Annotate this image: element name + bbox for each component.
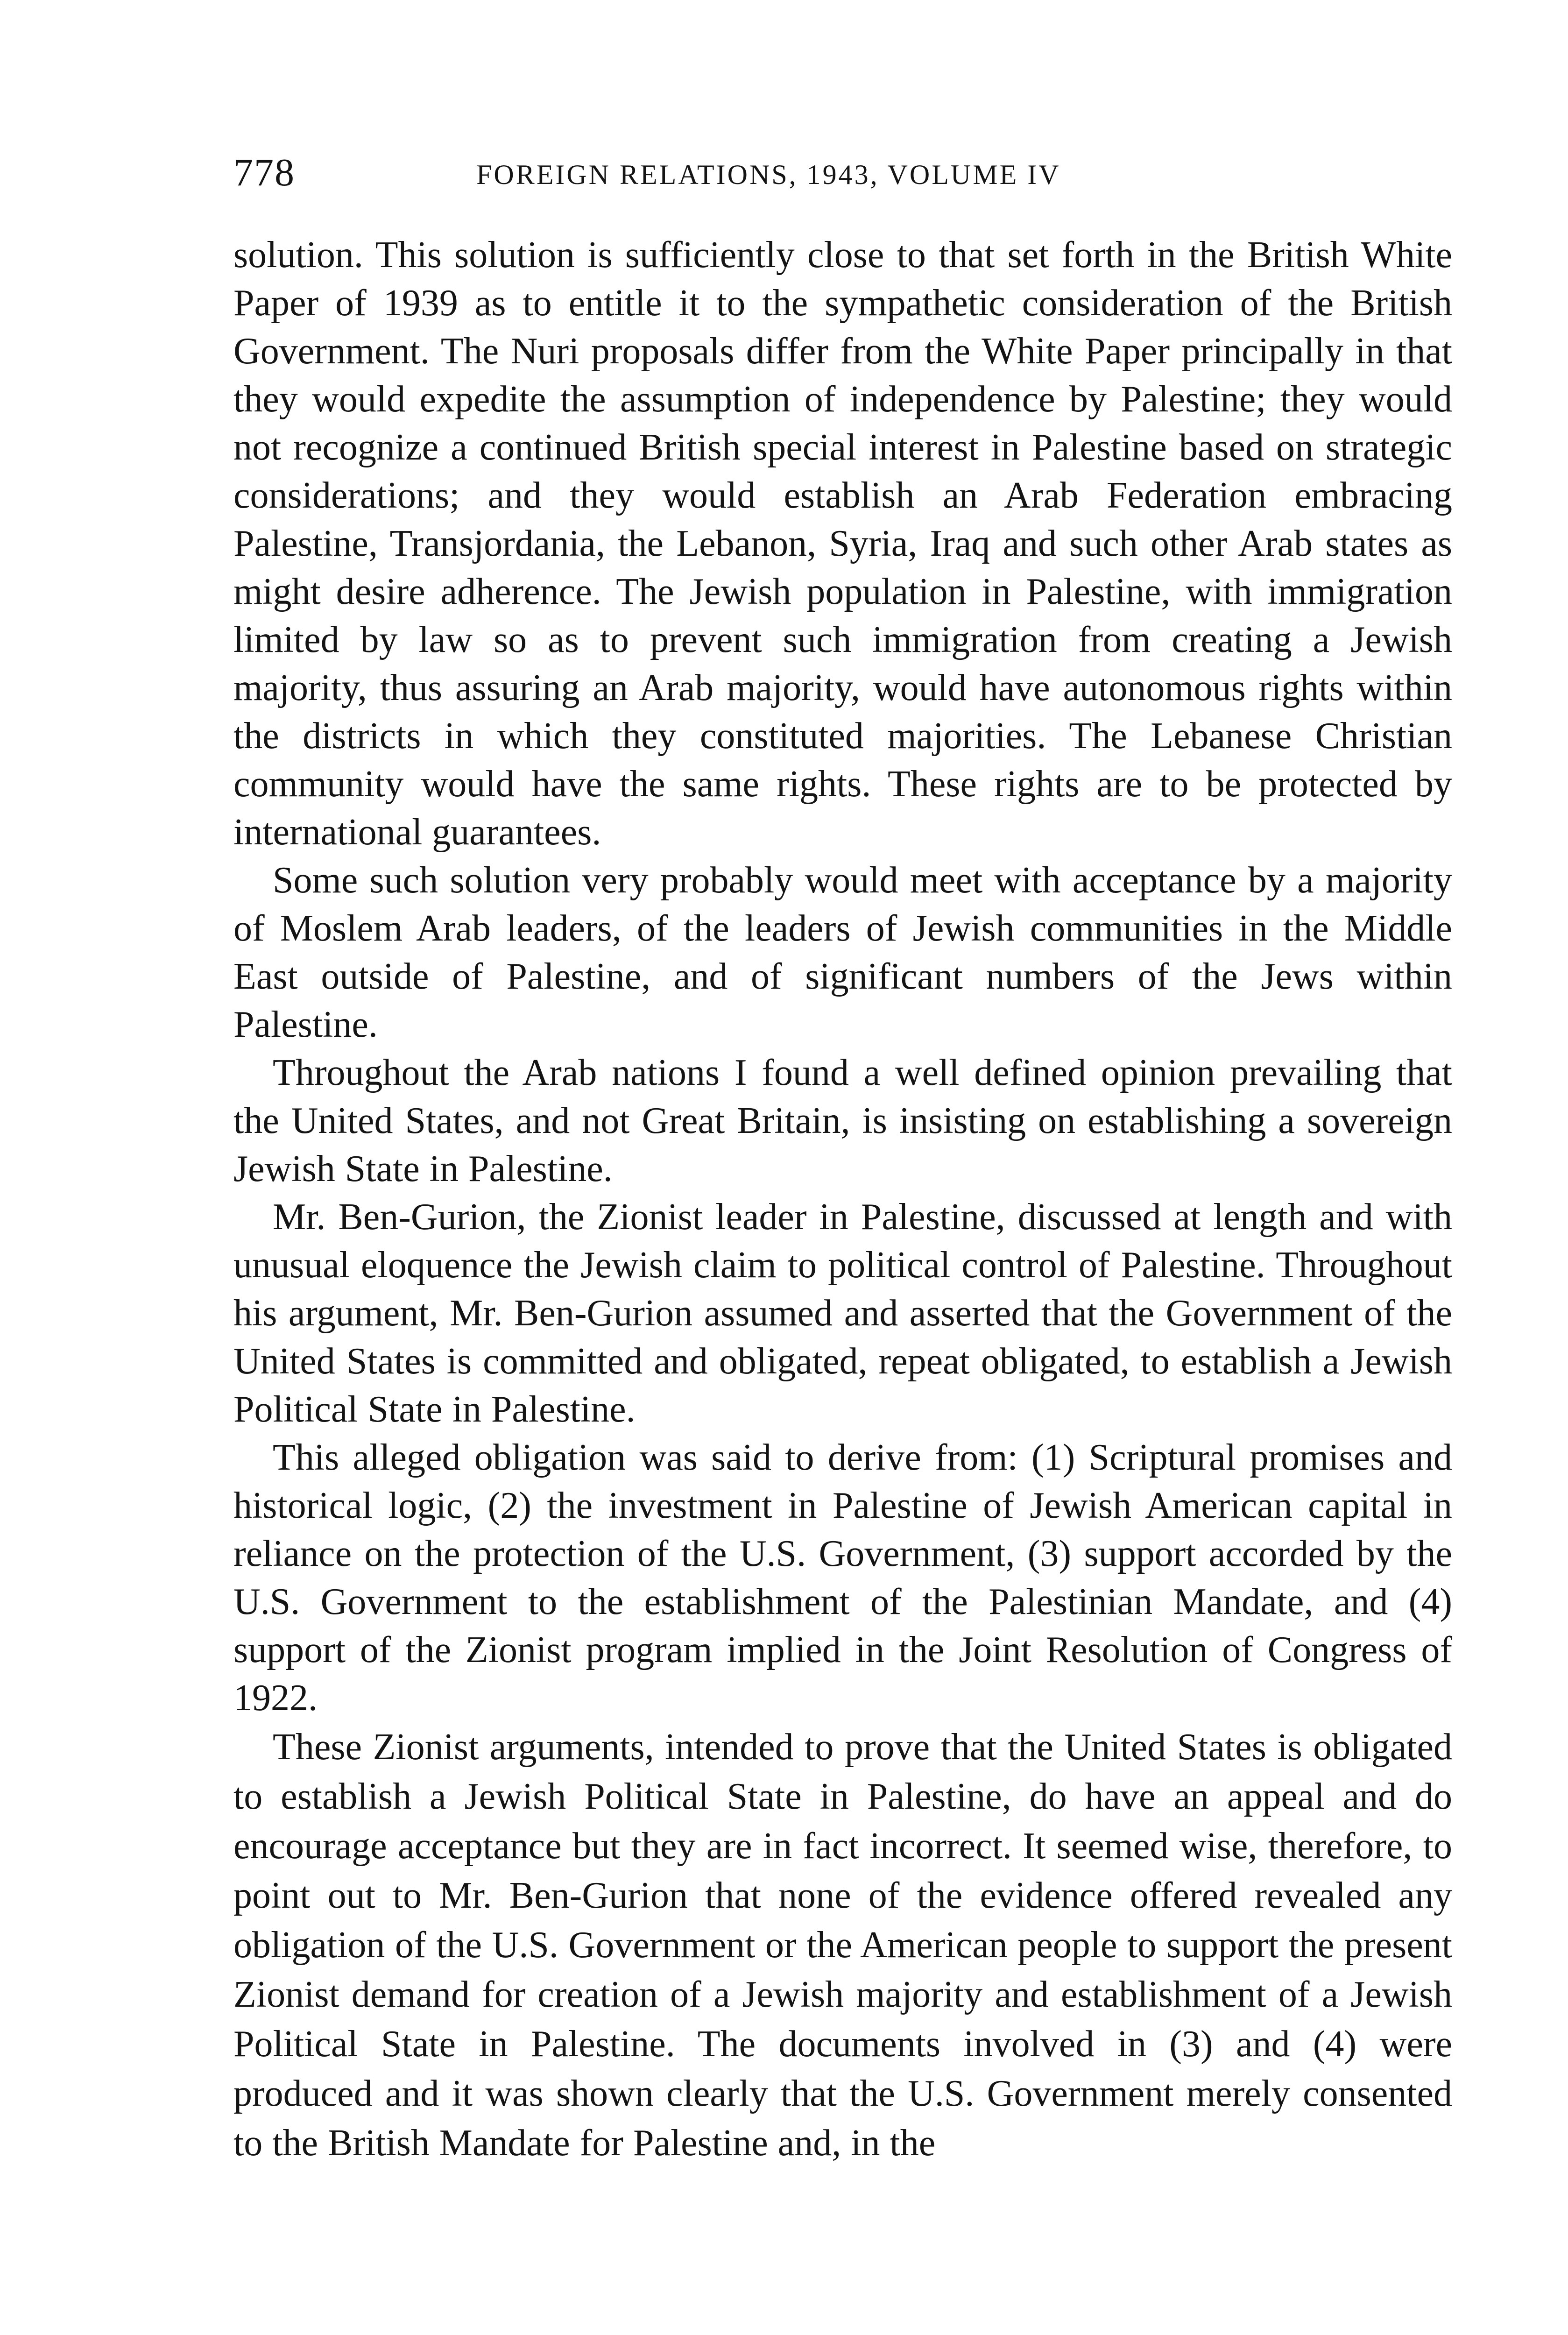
running-head bbox=[233, 140, 1452, 196]
page-number: 778 bbox=[233, 151, 295, 194]
paragraph-5: This alleged obligation was said to derive from: (1) Scriptural promises and historical logic, (2) the investment in Palestine of Jewish American capital in reliance on the protection of the U.S. Government, (3) support accorded by the U.S. Government to the establishment of the Palestinian Mandate, and (4) support of the Zionist program implied in the Joint Resolution of Congress of 1922. bbox=[233, 1437, 1452, 1719]
paragraph-6: These Zionist arguments, intended to prove that the United States is obligated to establish a Jewish Political State in Palestine, do have an appeal and do encourage acceptance but they are in fact incorrect. It seemed wise, therefore, to point out to Mr. Ben-Gurion that none of the evidence offered revealed any obligation of the U.S. Government or the American people to support the present Zionist demand for creation of a Jewish majority and establishment of a Jewish Political State in Palestine. The documents involved in (3) and (4) were produced and it was shown clearly that the U.S. Government merely consented to the British Mandate for Palestine and, in the bbox=[233, 1726, 1452, 2164]
paragraph-1: solution. This solution is sufficiently close to that set forth in the British White Paper of 1939 as to entitle it to the sympathetic consideration of the British Government. The Nuri proposals differ from the White Paper principally in that they would expedite the assumption of independence by Palestine; they would not recognize a continued British special interest in Palestine based on strategic considerations; and they would establish an Arab Federation embracing Palestine, Transjordania, the Lebanon, Syria, Iraq and such other Arab states as might desire adherence. The Jewish population in Palestine, with immigration limited by law so as to prevent such immigration from creating a Jewish majority, thus assuring an Arab majority, would have autonomous rights within the districts in which they constituted majorities. The Lebanese Christian community would have the same rights. These rights are to be protected by international guarantees. bbox=[233, 234, 1452, 853]
body-text bbox=[233, 231, 1452, 2168]
paragraph-3: Throughout the Arab nations I found a well defined opinion prevailing that the United States, and not Great Britain, is insisting on establishing a sovereign Jewish State in Palestine. bbox=[233, 1052, 1452, 1189]
running-head-title: FOREIGN RELATIONS, 1943, VOLUME IV bbox=[476, 159, 1061, 190]
paragraph-4: Mr. Ben-Gurion, the Zionist leader in Palestine, discussed at length and with unusual eloquence the Jewish claim to political control of Palestine. Throughout his argument, Mr. Ben-Gurion assumed and asserted that the Government of the United States is committed and obligated, repeat obligated, to establish a Jewish Political State in Palestine. bbox=[233, 1196, 1452, 1430]
paragraph-2: Some such solution very probably would meet with acceptance by a majority of Moslem Arab leaders, of the leaders of Jewish communities in the Middle East outside of Palestine, and of significant numbers of the Jews within Palestine. bbox=[233, 860, 1452, 1045]
